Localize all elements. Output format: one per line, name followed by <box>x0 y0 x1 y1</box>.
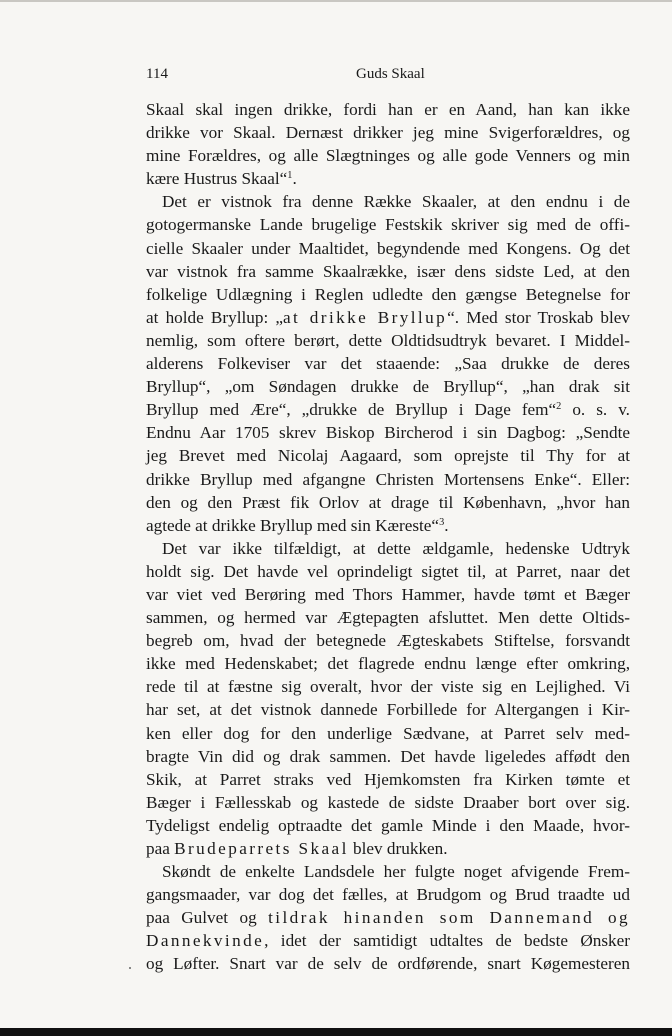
text-line: nemlig, som oftere berørt, dette Oldtidsudtryk bevaret. I Middel- <box>146 330 630 350</box>
text-line: Bryllup med Ære“, „drukke de Bryllup i Dage fem“$^2$ o. s. v. <box>146 400 630 420</box>
text-line: kære Hustrus Skaal“$^1$. <box>146 169 297 189</box>
running-title: Guds Skaal <box>356 66 425 82</box>
body-text <box>146 98 630 976</box>
text-line: folkelige Udlægning i Reglen udledte den gængse Betegnelse for <box>146 284 630 304</box>
text-line: mine Forældres, og alle Slægtninges og alle gode Venners og min <box>146 146 630 166</box>
emphasized-phrase: Dannekvinde <box>146 931 265 951</box>
text-line: ken eller dog for den underlige Sædvane, at Parret selv med- <box>146 723 630 743</box>
emphasized-phrase: tildrak hinanden som Dannemand og <box>268 908 630 928</box>
text-line: rede til at fæstne sig overalt, hvor der viste sig en Lejlighed. Vi <box>146 677 630 697</box>
text-line: Dannekvinde, idet der samtidigt udtaltes de bedste Ønsker <box>146 931 630 951</box>
text-line: gotogermanske Lande brugelige Festskik skriver sig med de offi- <box>146 215 630 235</box>
text-line: var vistnok fra samme Skaalrække, især dens sidste Led, at den <box>146 261 630 281</box>
text-line: paa Brudeparrets Skaal blev drukken. <box>146 839 448 858</box>
text-line: gangsmaader, var dog det fælles, at Brudgom og Brud traadte ud <box>146 885 630 905</box>
text-line: Endnu Aar 1705 skrev Biskop Bircherod i sin Dagbog: „Sendte <box>146 423 630 443</box>
footnote-marker: 2 <box>556 401 562 413</box>
text-line: Tydeligst endelig optraadte det gamle Minde i den Maade, hvor- <box>146 815 630 835</box>
text-line: ikke med Hedenskabet; det flagrede endnu længe efter omkring, <box>146 654 630 674</box>
scan-speck <box>129 967 131 969</box>
text-line: alderens Folkeviser var det staaende: „Saa drukke de deres <box>146 354 630 374</box>
text-line: den og den Præst fik Orlov at drage til København, „hvor han <box>146 492 630 512</box>
text-line: Bæger i Fællesskab og kastede de sidste Draaber bort over sig. <box>146 792 630 812</box>
text-line: at holde Bryllup: „at drikke Bryllup“. Med stor Troskab blev <box>146 307 630 327</box>
text-line: cielle Skaaler under Maaltidet, begyndende med Kongens. Og det <box>146 238 630 258</box>
page-bottom-edge <box>0 1028 672 1036</box>
text-line: og Løfter. Snart var de selv de ordførende, snart Køgemesteren <box>146 954 630 974</box>
page-number: 114 <box>146 66 168 82</box>
text-line: Skøndt de enkelte Landsdele her fulgte noget afvigende Frem- <box>162 862 630 882</box>
text-line: har set, at det vistnok dannede Forbillede for Altergangen i Kir- <box>146 700 630 720</box>
text-line: Skik, at Parret straks ved Hjemkomsten fra Kirken tømte et <box>146 769 630 789</box>
page-top-edge <box>0 0 672 2</box>
text-line: Bryllup“, „om Søndagen drukke de Bryllup“, „han drak sit <box>146 377 630 397</box>
text-line: sammen, og hermed var Ægtepagten afsluttet. Men dette Oltids- <box>146 608 630 628</box>
text-line: jeg Brevet med Nicolaj Aagaard, som oprejste til Thy for at <box>146 446 630 466</box>
text-line: agtede at drikke Bryllup med sin Kæreste“$^3$. <box>146 515 449 535</box>
text-line: Det er vistnok fra denne Række Skaaler, at den endnu i de <box>162 192 630 212</box>
text-line: Skaal skal ingen drikke, fordi han er en Aand, han kan ikke <box>146 100 630 119</box>
text-line: drikke Bryllup med afgangne Christen Mortensens Enke“. Eller: <box>146 469 630 489</box>
emphasized-phrase: Brudeparrets Skaal <box>174 839 349 858</box>
footnote-marker: 1 <box>287 170 293 182</box>
text-line: Det var ikke tilfældigt, at dette ældgamle, hedenske Udtryk <box>162 538 630 558</box>
text-line: paa Gulvet og tildrak hinanden som Dannemand og <box>146 908 630 928</box>
text-line: bragte Vin did og drak sammen. Det havde ligeledes affødt den <box>146 746 630 766</box>
text-line: drikke vor Skaal. Dernæst drikker jeg mine Svigerforældres, og <box>146 123 630 143</box>
text-line: begreb om, hvad der betegnede Ægteskabets Stiftelse, forsvandt <box>146 631 630 651</box>
footnote-marker: 3 <box>439 516 445 528</box>
text-line: holdt sig. Det havde vel oprindeligt sigtet til, at Parret, naar det <box>146 561 630 581</box>
emphasized-phrase: at drikke Bryllup <box>283 307 448 327</box>
text-line: var viet ved Berøring med Thors Hammer, havde tømt et Bæger <box>146 584 630 604</box>
